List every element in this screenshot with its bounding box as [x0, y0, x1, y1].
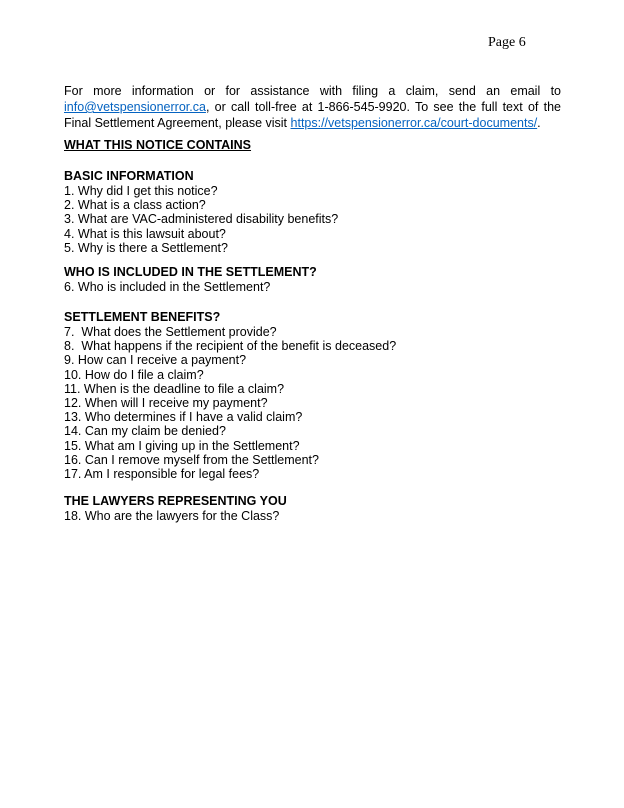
intro-line-2	[64, 99, 561, 115]
section-heading: WHO IS INCLUDED IN THE SETTLEMENT?	[64, 265, 317, 279]
toc-item: 8. What happens if the recipient of the benefit is deceased?	[64, 339, 397, 354]
toc-item: 18. Who are the lawyers for the Class?	[64, 509, 280, 523]
intro-line-2-text: , or call toll-free at 1-866-545-9920. To see the full text of the	[205, 100, 561, 114]
section-heading: BASIC INFORMATION	[64, 169, 194, 183]
toc-section	[64, 310, 561, 481]
toc-item: 9. How can I receive a payment?	[64, 353, 247, 368]
intro-line-1-text: For more information or for assistance with filing a claim, send an email to	[64, 84, 561, 98]
toc-item: 14. Can my claim be denied?	[64, 424, 226, 439]
email-link[interactable]: info@vetspensionerror.ca	[64, 100, 206, 114]
intro-line-1	[64, 83, 561, 99]
toc-item: 4. What is this lawsuit about?	[64, 226, 226, 241]
toc-section	[64, 494, 561, 523]
intro-line-3-text-after: .	[537, 116, 541, 130]
court-documents-link[interactable]: https://vetspensionerror.ca/court-documents/	[290, 116, 538, 130]
toc-item: 6. Who is included in the Settlement?	[64, 280, 271, 294]
intro-line-3-text-before: Final Settlement Agreement, please visit	[64, 116, 291, 130]
toc-item: 1. Why did I get this notice?	[64, 184, 218, 198]
page-number: Page 6	[488, 35, 526, 50]
toc-item: 11. When is the deadline to file a claim?	[64, 381, 285, 396]
intro-paragraph	[64, 83, 561, 131]
toc-item: 5. Why is there a Settlement?	[64, 240, 228, 255]
section-heading: SETTLEMENT BENEFITS?	[64, 310, 221, 324]
toc-item: 17. Am I responsible for legal fees?	[64, 467, 260, 482]
toc-item: 15. What am I giving up in the Settlement?	[64, 438, 300, 453]
toc-item: 3. What are VAC-administered disability benefits?	[64, 212, 339, 227]
toc-item: 13. Who determines if I have a valid claim?	[64, 410, 303, 425]
toc-section	[64, 265, 561, 294]
toc-title	[64, 138, 561, 153]
intro-line-3	[64, 115, 561, 131]
toc-title-text: WHAT THIS NOTICE CONTAINS	[64, 138, 252, 152]
toc-item: 7. What does the Settlement provide?	[64, 325, 277, 339]
toc-item: 2. What is a class action?	[64, 198, 206, 213]
toc-section	[64, 169, 561, 255]
section-heading: THE LAWYERS REPRESENTING YOU	[64, 494, 287, 508]
toc-item: 12. When will I receive my payment?	[64, 396, 268, 411]
toc-item: 10. How do I file a claim?	[64, 367, 204, 382]
toc-item: 16. Can I remove myself from the Settlement?	[64, 452, 319, 467]
